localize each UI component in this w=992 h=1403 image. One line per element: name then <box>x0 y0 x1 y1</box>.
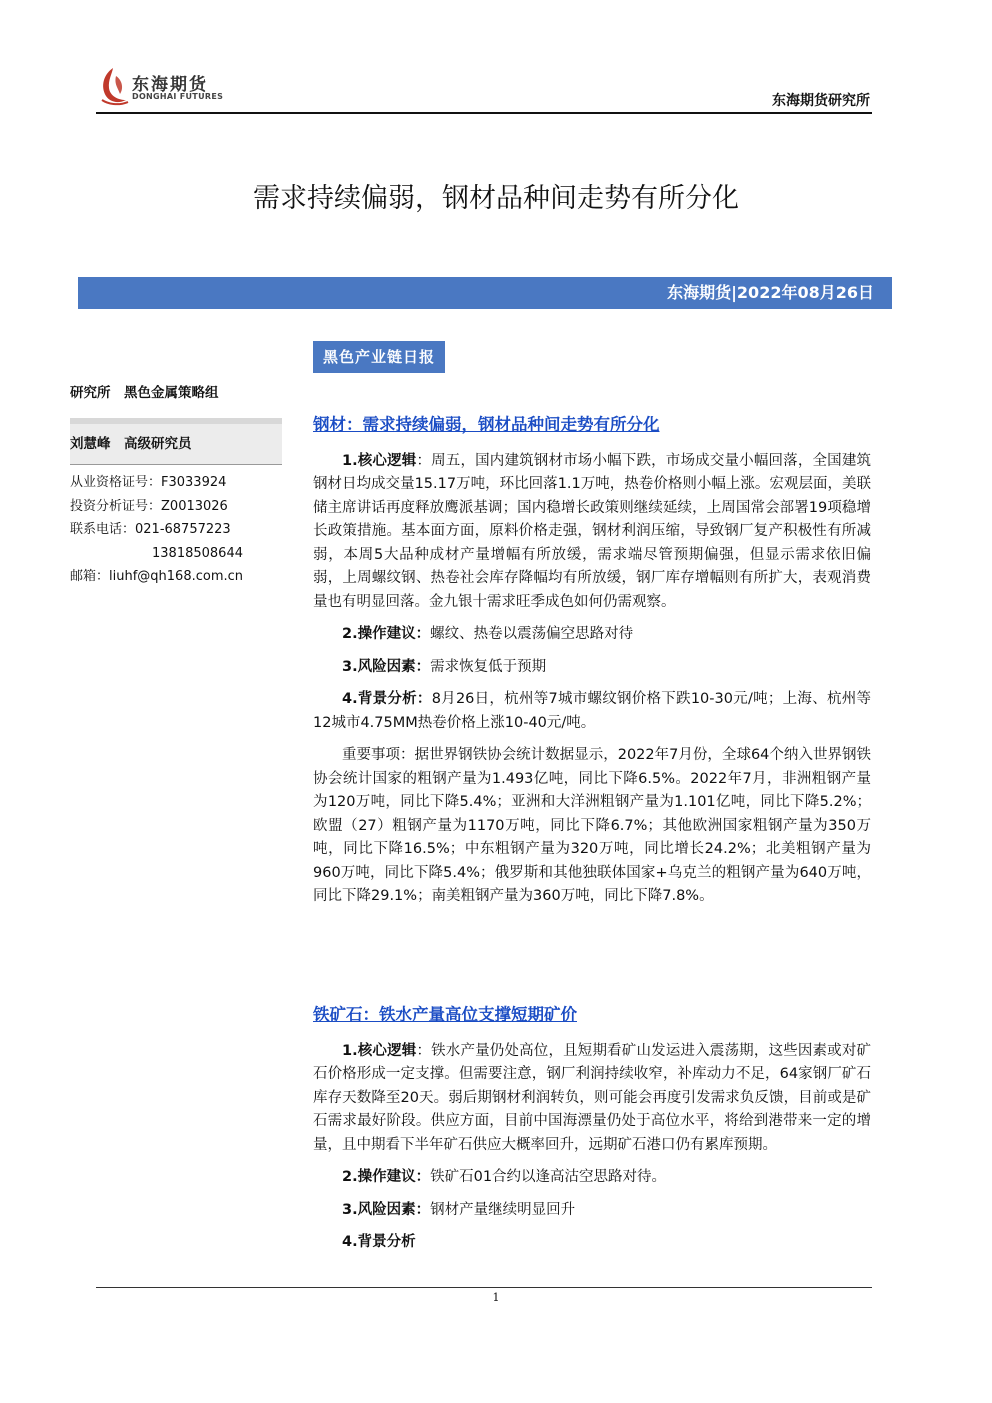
ore-section-title[interactable]: 铁矿石：铁水产量高位支撑短期矿价 <box>313 1005 577 1024</box>
cert-row <box>70 471 282 495</box>
steel-bg-label: 4.背景分析： <box>342 691 432 707</box>
invest-value: Z0013026 <box>161 498 228 514</box>
steel-core-logic <box>313 450 871 615</box>
cert-label: 从业资格证号： <box>70 475 162 490</box>
steel-section <box>313 413 871 909</box>
steel-advice-label: 2.操作建议： <box>342 626 431 642</box>
email-value[interactable]: liuhf@qh168.com.cn <box>109 569 244 584</box>
department-label: 研究所 黑色金属策略组 <box>70 385 219 401</box>
steel-advice <box>313 623 871 647</box>
ore-bg-label: 4.背景分析 <box>342 1234 416 1250</box>
steel-logic-text: ：周五，国内建筑钢材市场小幅下跌，市场成交量小幅回落，全国建筑钢材日均成交量15.17万吨，环比回落1.1万吨，热卷价格则小幅上涨。宏观层面，美联储主席讲话再度释放鹰派基调；国内稳增长政策则继续延续，上周国常会部署19项稳增长政策措施。基本面方面，原料价格走强，钢材利润压缩，导致钢厂复产积极性有所减弱，本周5大品种成材产量增幅有所放缓，需求端尽管预期偏强，但显示需求依旧偏弱，上周螺纹钢、热卷社会库存降幅均有所放缓，钢厂库存增幅则有所扩大，表观消费量也有明显回落。金九银十需求旺季成色如何仍需观察。 <box>313 452 871 610</box>
footer-divider <box>96 1287 872 1288</box>
page-number: 1 <box>492 1291 500 1304</box>
steel-bg-text: 8月26日，杭州等7城市螺纹钢价格下跌10-30元/吨；上海、杭州等12城市4.75MM热卷价格上涨10-40元/吨。 <box>313 691 871 731</box>
invest-row <box>70 495 282 519</box>
cert-value: F3033924 <box>161 475 227 490</box>
phone-value-1: 021-68757223 <box>135 522 231 537</box>
ore-section <box>313 1003 871 1255</box>
author-name: 刘慧峰 高级研究员 <box>70 424 282 464</box>
email-row <box>70 565 282 589</box>
ore-logic-label: 1.核心逻辑 <box>342 1042 417 1059</box>
phone-value-2: 13818508644 <box>152 545 243 561</box>
phone-row <box>70 518 282 542</box>
logo-text-cn: 东海期货 <box>132 75 208 95</box>
steel-logic-label: 1.核心逻辑 <box>342 452 417 469</box>
email-label: 邮箱： <box>70 569 110 584</box>
report-title: 需求持续偏弱，钢材品种间走势有所分化 <box>253 183 739 214</box>
steel-advice-text: 螺纹、热卷以震荡偏空思路对待 <box>430 626 634 642</box>
steel-background <box>313 688 871 735</box>
logo-text-en: DONGHAI FUTURES <box>132 92 224 101</box>
ore-background <box>313 1231 871 1255</box>
steel-news: 重要事项：据世界钢铁协会统计数据显示，2022年7月份，全球64个纳入世界钢铁协会统计国家的粗钢产量为1.493亿吨，同比下降6.5%。2022年7月，非洲粗钢产量为120万吨，同比下降5.4%；亚洲和大洋洲粗钢产量为1.101亿吨，同比下降5.2%；欧盟（27）粗钢产量为1170万吨，同比下降6.7%；其他欧洲国家粗钢产量为350万吨，同比下降16.5%；中东粗钢产量为320万吨，同比增长24.2%；北美粗钢产量为960万吨，同比下降5.4%；俄罗斯和其他独联体国家+乌克兰的粗钢产量为640万吨，同比下降29.1%；南美粗钢产量为360万吨，同比下降7.8%。 <box>313 747 871 904</box>
steel-risk <box>313 656 871 680</box>
date-banner: 东海期货|2022年08月26日 <box>78 277 892 309</box>
author-sidebar <box>70 382 282 589</box>
steel-risk-text: 需求恢复低于预期 <box>430 658 547 675</box>
ore-advice-label: 2.操作建议： <box>342 1169 431 1185</box>
ore-advice <box>313 1166 871 1190</box>
phone-label: 联系电话： <box>70 522 136 537</box>
header-divider <box>96 112 872 114</box>
invest-label: 投资分析证号： <box>70 498 162 514</box>
company-logo <box>96 64 236 110</box>
contact-info <box>70 465 282 589</box>
ore-logic-text: ：铁水产量仍处高位，且短期看矿山发运进入震荡期，这些因素或对矿石价格形成一定支撑。但需要注意，钢厂利润持续收窄，补库动力不足，64家钢厂矿石库存天数降至20天。弱后期钢材利润转负，则可能会再度引发需求负反馈，目前或是矿石需求最好阶段。供应方面，目前中国海漂量仍处于高位水平，将给到港带来一定的增量，且中期看下半年矿石供应大概率回升，远期矿石港口仍有累库预期。 <box>313 1042 871 1153</box>
ore-core-logic <box>313 1040 871 1158</box>
ore-risk <box>313 1199 871 1223</box>
ore-risk-text: 钢材产量继续明显回升 <box>430 1201 576 1218</box>
steel-risk-label: 3.风险因素： <box>342 658 431 675</box>
report-type-badge: 黑色产业链日报 <box>313 341 445 373</box>
ore-advice-text: 铁矿石01合约以逢高沽空思路对待。 <box>430 1169 667 1185</box>
ore-risk-label: 3.风险因素： <box>342 1201 431 1218</box>
steel-section-title[interactable]: 钢材：需求持续偏弱，钢材品种间走势有所分化 <box>313 415 660 434</box>
donghai-logo-icon <box>96 66 130 106</box>
institute-name: 东海期货研究所 <box>772 93 870 109</box>
